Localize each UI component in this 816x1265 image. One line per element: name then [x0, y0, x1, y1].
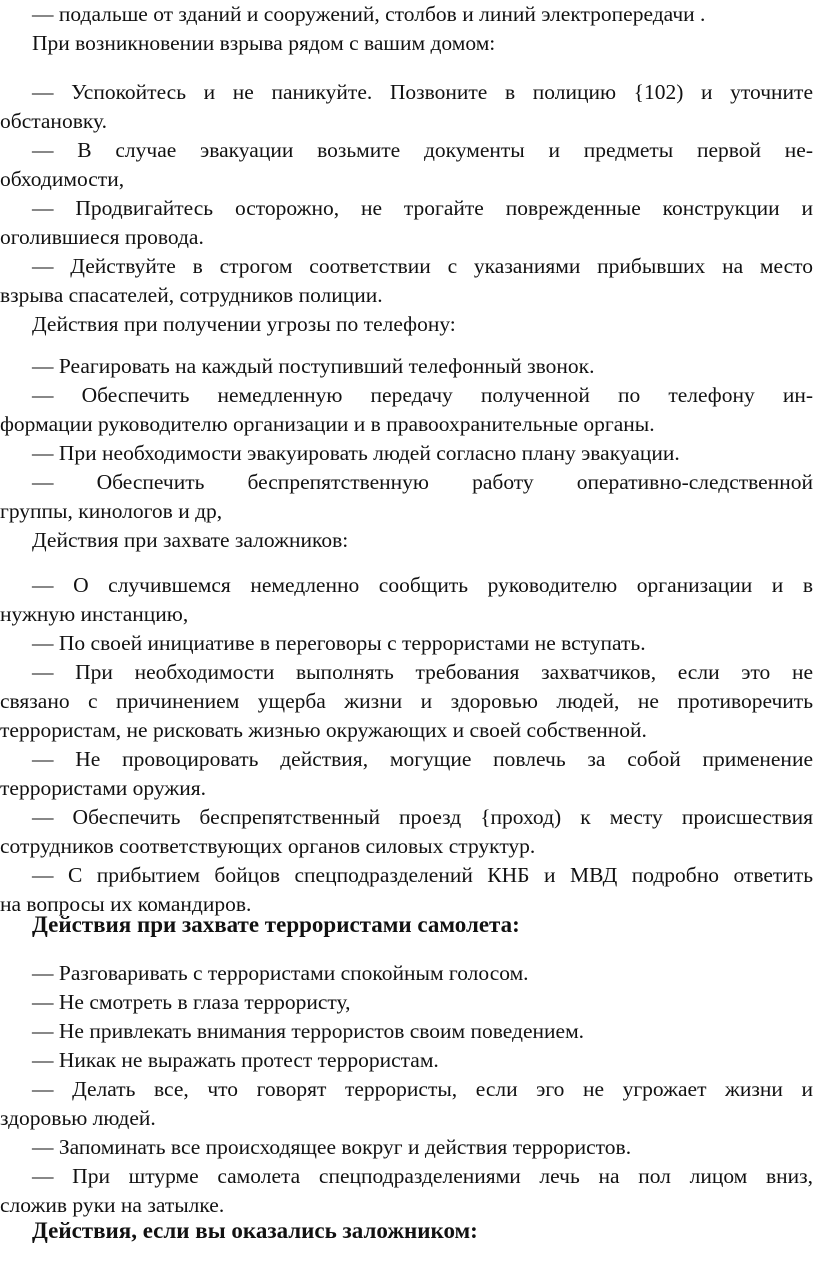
text-line: — Разговаривать с террористами спокойным голосом.: [32, 961, 529, 985]
text-line: — В случае эвакуации возьмите документы и предметы первой не-: [32, 138, 813, 162]
text-line: — О случившемся немедленно сообщить руководителю организации и в: [32, 573, 813, 597]
text-line: — Обеспечить беспрепятственную работу оперативно-следственной: [32, 470, 813, 494]
text-line: формации руководителю организации и в правоохранительные органы.: [0, 412, 655, 436]
text-line: — Не провоцировать действия, могущие повлечь за собой применение: [32, 747, 813, 771]
text-line: — Делать все, что говорят террористы, если эго не угрожает жизни и: [32, 1077, 813, 1101]
text-line: — Обеспечить беспрепятственный проезд {проход) к месту происшествия: [32, 805, 813, 829]
text-line: связано с причинением ущерба жизни и здоровью людей, не противоречить: [0, 689, 813, 713]
text-line: сложив руки на затылке.: [0, 1193, 225, 1217]
text-line: — Успокойтесь и не паникуйте. Позвоните в полицию {102) и уточните: [32, 80, 813, 104]
text-line: — С прибытием бойцов спецподразделений КНБ и МВД подробно ответить: [32, 863, 813, 887]
paragraph: [0, 78, 813, 339]
text-line: — При необходимости эвакуировать людей согласно плану эвакуации.: [32, 441, 680, 465]
text-line: — Обеспечить немедленную передачу полученной по телефону ин-: [32, 383, 813, 407]
text-line: террористам, не рисковать жизнью окружающих и своей собственной.: [0, 718, 647, 742]
text-line: — Действуйте в строгом соответствии с указаниями прибывших на место: [32, 254, 813, 278]
text-line: — Реагировать на каждый поступивший телефонный звонок.: [32, 354, 595, 378]
text-line: — Не привлекать внимания террористов своим поведением.: [32, 1019, 585, 1043]
text-line: обстановку.: [0, 109, 107, 133]
text-line: — Никак не выражать протест террористам.: [32, 1048, 439, 1072]
text-line: Действия при получении угрозы по телефону:: [32, 312, 456, 336]
text-line: взрыва спасателей, сотрудников полиции.: [0, 283, 383, 307]
text-line: При возникновении взрыва рядом с вашим домом:: [32, 31, 496, 55]
paragraph: [0, 571, 813, 919]
section-heading: [0, 1216, 813, 1245]
text-line: обходимости,: [0, 167, 125, 191]
text-line: — При необходимости выполнять требования захватчиков, если это не: [32, 660, 813, 684]
text-line: — подальше от зданий и сооружений, столбов и линий электропередачи .: [32, 2, 706, 26]
text-line: Действия при захвате заложников:: [32, 528, 349, 552]
text-line: сотрудников соответствующих органов силовых структур.: [0, 834, 536, 858]
text-line: — Не смотреть в глаза террористу,: [32, 990, 351, 1014]
text-line: на вопросы их командиров.: [0, 892, 252, 916]
paragraph: [0, 959, 813, 1220]
text-line: — Запоминать все происходящее вокруг и действия террористов.: [32, 1135, 632, 1159]
text-line: — Продвигайтесь осторожно, не трогайте поврежденные конструкции и: [32, 196, 813, 220]
paragraph: [0, 0, 813, 58]
paragraph: [0, 352, 813, 555]
text-line: группы, кинологов и др,: [0, 499, 223, 523]
text-line: террористами оружия.: [0, 776, 206, 800]
text-line: нужную инстанцию,: [0, 602, 189, 626]
section-heading: [0, 910, 813, 939]
text-line: — При штурме самолета спецподразделениями лечь на пол лицом вниз,: [32, 1164, 813, 1188]
text-line: оголившиеся провода.: [0, 225, 204, 249]
text-line: здоровью людей.: [0, 1106, 156, 1130]
heading-text: Действия при захвате террористами самолета:: [32, 912, 520, 937]
heading-text: Действия, если вы оказались заложником:: [32, 1218, 478, 1243]
text-line: — По своей инициативе в переговоры с террористами не вступать.: [32, 631, 646, 655]
